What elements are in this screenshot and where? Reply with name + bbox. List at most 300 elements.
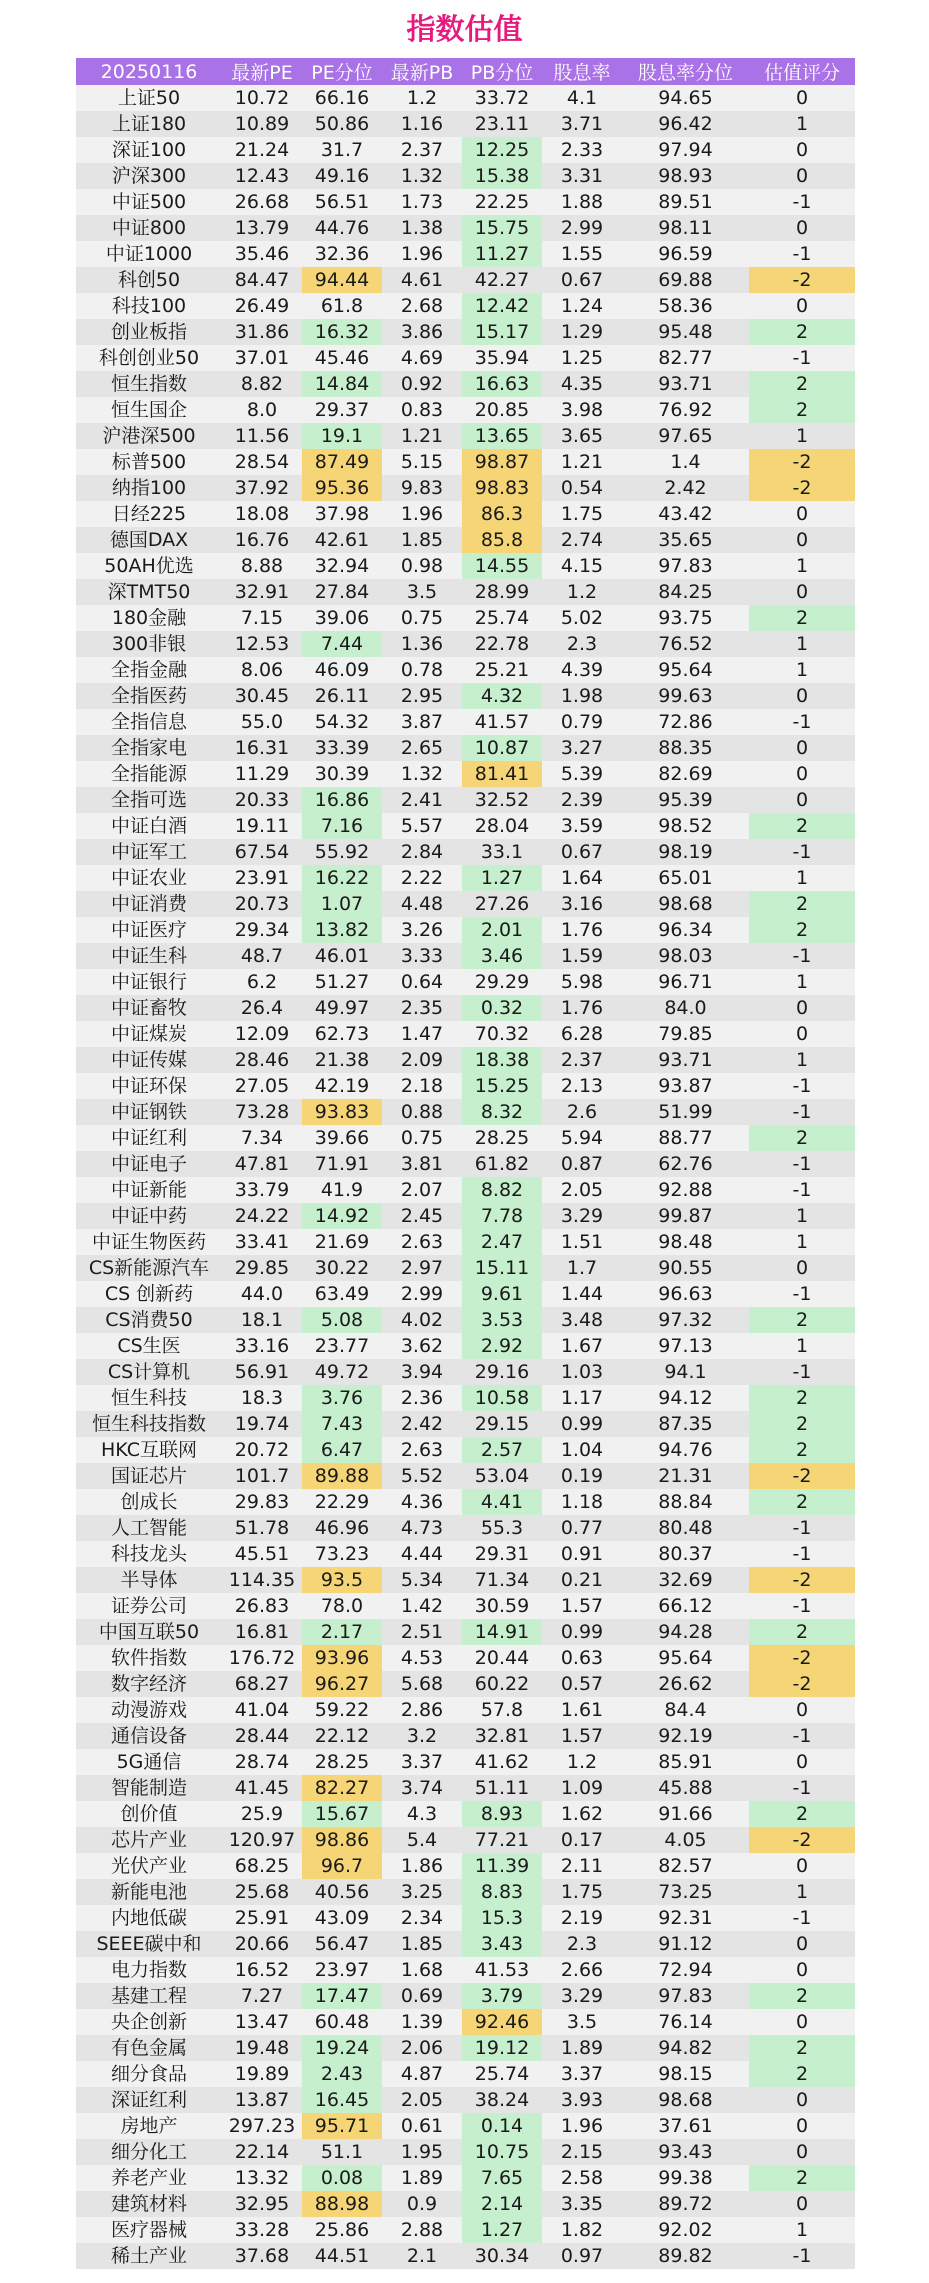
- cell-latest-pb: 2.42: [382, 1411, 462, 1437]
- cell-dividend-percentile: 93.71: [622, 371, 749, 397]
- cell-latest-pb: 1.32: [382, 761, 462, 787]
- cell-latest-pe: 21.24: [222, 137, 302, 163]
- cell-pb-percentile: 30.34: [462, 2243, 542, 2269]
- cell-dividend-percentile: 72.94: [622, 1957, 749, 1983]
- cell-dividend-yield: 1.25: [542, 345, 622, 371]
- table-row: [76, 1333, 855, 1359]
- cell-pb-percentile: 8.83: [462, 1879, 542, 1905]
- table-row: [76, 137, 855, 163]
- cell-valuation-score: -2: [749, 475, 855, 501]
- cell-dividend-yield: 3.93: [542, 2087, 622, 2113]
- cell-dividend-yield: 2.39: [542, 787, 622, 813]
- cell-pb-percentile: 16.63: [462, 371, 542, 397]
- cell-latest-pe: 16.76: [222, 527, 302, 553]
- cell-latest-pb: 1.42: [382, 1593, 462, 1619]
- cell-valuation-score: 2: [749, 891, 855, 917]
- cell-pe-percentile: 14.92: [302, 1203, 382, 1229]
- cell-index-name: 中证生科: [76, 943, 222, 969]
- table-row: [76, 449, 855, 475]
- header-dividend-yield: 股息率: [542, 58, 622, 85]
- table-row: [76, 85, 855, 111]
- cell-dividend-percentile: 76.14: [622, 2009, 749, 2035]
- cell-latest-pb: 1.21: [382, 423, 462, 449]
- cell-latest-pb: 2.06: [382, 2035, 462, 2061]
- cell-latest-pb: 2.35: [382, 995, 462, 1021]
- cell-latest-pb: 2.09: [382, 1047, 462, 1073]
- cell-dividend-percentile: 94.65: [622, 85, 749, 111]
- cell-pe-percentile: 73.23: [302, 1541, 382, 1567]
- cell-pe-percentile: 1.07: [302, 891, 382, 917]
- cell-dividend-percentile: 94.1: [622, 1359, 749, 1385]
- cell-valuation-score: 0: [749, 1749, 855, 1775]
- cell-latest-pb: 5.52: [382, 1463, 462, 1489]
- cell-latest-pb: 2.68: [382, 293, 462, 319]
- cell-latest-pe: 51.78: [222, 1515, 302, 1541]
- cell-latest-pe: 28.46: [222, 1047, 302, 1073]
- table-row: [76, 839, 855, 865]
- cell-pb-percentile: 32.52: [462, 787, 542, 813]
- cell-pe-percentile: 66.16: [302, 85, 382, 111]
- cell-valuation-score: -2: [749, 1827, 855, 1853]
- cell-valuation-score: -1: [749, 1541, 855, 1567]
- table-row: [76, 1905, 855, 1931]
- cell-pe-percentile: 7.44: [302, 631, 382, 657]
- cell-dividend-percentile: 45.88: [622, 1775, 749, 1801]
- cell-pe-percentile: 14.84: [302, 371, 382, 397]
- cell-dividend-yield: 1.03: [542, 1359, 622, 1385]
- header-pe-percentile: PE分位: [302, 58, 382, 85]
- cell-pb-percentile: 15.11: [462, 1255, 542, 1281]
- cell-valuation-score: 0: [749, 579, 855, 605]
- cell-dividend-yield: 1.98: [542, 683, 622, 709]
- cell-latest-pb: 3.87: [382, 709, 462, 735]
- table-row: [76, 1619, 855, 1645]
- cell-pe-percentile: 42.61: [302, 527, 382, 553]
- cell-latest-pb: 1.85: [382, 527, 462, 553]
- cell-dividend-percentile: 95.64: [622, 657, 749, 683]
- cell-dividend-percentile: 89.51: [622, 189, 749, 215]
- cell-valuation-score: -2: [749, 1567, 855, 1593]
- cell-dividend-yield: 3.98: [542, 397, 622, 423]
- cell-latest-pb: 3.37: [382, 1749, 462, 1775]
- cell-pb-percentile: 14.55: [462, 553, 542, 579]
- cell-latest-pe: 73.28: [222, 1099, 302, 1125]
- cell-pe-percentile: 41.9: [302, 1177, 382, 1203]
- cell-pe-percentile: 49.97: [302, 995, 382, 1021]
- cell-valuation-score: -1: [749, 709, 855, 735]
- cell-dividend-percentile: 91.12: [622, 1931, 749, 1957]
- cell-index-name: 中证红利: [76, 1125, 222, 1151]
- cell-pb-percentile: 86.3: [462, 501, 542, 527]
- cell-pb-percentile: 9.61: [462, 1281, 542, 1307]
- cell-dividend-yield: 2.11: [542, 1853, 622, 1879]
- cell-index-name: 中证500: [76, 189, 222, 215]
- cell-latest-pb: 2.88: [382, 2217, 462, 2243]
- cell-latest-pe: 12.09: [222, 1021, 302, 1047]
- table-row: [76, 1671, 855, 1697]
- cell-latest-pe: 20.72: [222, 1437, 302, 1463]
- cell-pe-percentile: 51.27: [302, 969, 382, 995]
- cell-dividend-percentile: 82.69: [622, 761, 749, 787]
- cell-latest-pb: 2.37: [382, 137, 462, 163]
- cell-latest-pe: 33.16: [222, 1333, 302, 1359]
- cell-index-name: 医疗器械: [76, 2217, 222, 2243]
- page-title: 指数估值: [406, 12, 523, 46]
- cell-index-name: 科技100: [76, 293, 222, 319]
- cell-latest-pe: 26.4: [222, 995, 302, 1021]
- cell-latest-pe: 35.46: [222, 241, 302, 267]
- cell-dividend-yield: 4.1: [542, 85, 622, 111]
- cell-index-name: 德国DAX: [76, 527, 222, 553]
- cell-valuation-score: 0: [749, 1931, 855, 1957]
- cell-dividend-percentile: 66.12: [622, 1593, 749, 1619]
- cell-latest-pe: 19.74: [222, 1411, 302, 1437]
- cell-latest-pb: 2.84: [382, 839, 462, 865]
- cell-index-name: 全指能源: [76, 761, 222, 787]
- cell-valuation-score: 2: [749, 1307, 855, 1333]
- cell-index-name: 养老产业: [76, 2165, 222, 2191]
- cell-pb-percentile: 28.04: [462, 813, 542, 839]
- cell-latest-pe: 41.45: [222, 1775, 302, 1801]
- cell-pe-percentile: 27.84: [302, 579, 382, 605]
- cell-pe-percentile: 94.44: [302, 267, 382, 293]
- cell-pe-percentile: 62.73: [302, 1021, 382, 1047]
- cell-latest-pb: 2.1: [382, 2243, 462, 2269]
- cell-pe-percentile: 21.38: [302, 1047, 382, 1073]
- cell-pe-percentile: 21.69: [302, 1229, 382, 1255]
- cell-valuation-score: 0: [749, 2087, 855, 2113]
- table-row: [76, 1359, 855, 1385]
- cell-latest-pb: 5.4: [382, 1827, 462, 1853]
- cell-latest-pb: 2.45: [382, 1203, 462, 1229]
- cell-dividend-yield: 2.05: [542, 1177, 622, 1203]
- cell-dividend-percentile: 97.32: [622, 1307, 749, 1333]
- cell-index-name: 全指可选: [76, 787, 222, 813]
- cell-valuation-score: 2: [749, 1411, 855, 1437]
- cell-latest-pb: 2.41: [382, 787, 462, 813]
- cell-pe-percentile: 23.77: [302, 1333, 382, 1359]
- table-row: [76, 1593, 855, 1619]
- cell-valuation-score: 1: [749, 657, 855, 683]
- cell-valuation-score: 1: [749, 553, 855, 579]
- cell-latest-pe: 18.08: [222, 501, 302, 527]
- cell-index-name: 半导体: [76, 1567, 222, 1593]
- cell-pb-percentile: 2.14: [462, 2191, 542, 2217]
- cell-pb-percentile: 8.32: [462, 1099, 542, 1125]
- cell-dividend-percentile: 98.68: [622, 891, 749, 917]
- cell-latest-pe: 44.0: [222, 1281, 302, 1307]
- cell-pe-percentile: 56.47: [302, 1931, 382, 1957]
- cell-valuation-score: 2: [749, 1983, 855, 2009]
- cell-pb-percentile: 10.58: [462, 1385, 542, 1411]
- cell-latest-pe: 7.34: [222, 1125, 302, 1151]
- cell-valuation-score: 0: [749, 85, 855, 111]
- cell-pb-percentile: 11.39: [462, 1853, 542, 1879]
- cell-dividend-percentile: 84.0: [622, 995, 749, 1021]
- cell-index-name: 上证180: [76, 111, 222, 137]
- cell-valuation-score: 0: [749, 1255, 855, 1281]
- cell-latest-pe: 19.11: [222, 813, 302, 839]
- cell-index-name: 180金融: [76, 605, 222, 631]
- cell-valuation-score: 0: [749, 1021, 855, 1047]
- cell-valuation-score: 2: [749, 2035, 855, 2061]
- cell-latest-pe: 47.81: [222, 1151, 302, 1177]
- table-row: [76, 267, 855, 293]
- cell-latest-pb: 2.07: [382, 1177, 462, 1203]
- cell-valuation-score: 2: [749, 605, 855, 631]
- cell-pb-percentile: 71.34: [462, 1567, 542, 1593]
- cell-latest-pb: 1.47: [382, 1021, 462, 1047]
- cell-pb-percentile: 2.57: [462, 1437, 542, 1463]
- cell-valuation-score: 0: [749, 1957, 855, 1983]
- cell-dividend-yield: 3.5: [542, 2009, 622, 2035]
- cell-valuation-score: 2: [749, 371, 855, 397]
- cell-dividend-percentile: 88.77: [622, 1125, 749, 1151]
- cell-dividend-percentile: 88.84: [622, 1489, 749, 1515]
- cell-latest-pb: 4.44: [382, 1541, 462, 1567]
- table-row: [76, 1775, 855, 1801]
- cell-valuation-score: 0: [749, 137, 855, 163]
- table-row: [76, 579, 855, 605]
- cell-valuation-score: 2: [749, 813, 855, 839]
- cell-latest-pe: 10.89: [222, 111, 302, 137]
- cell-valuation-score: 2: [749, 1489, 855, 1515]
- cell-latest-pb: 0.83: [382, 397, 462, 423]
- cell-pb-percentile: 23.11: [462, 111, 542, 137]
- cell-valuation-score: -1: [749, 1281, 855, 1307]
- cell-valuation-score: -2: [749, 267, 855, 293]
- cell-pb-percentile: 11.27: [462, 241, 542, 267]
- cell-index-name: 中证环保: [76, 1073, 222, 1099]
- cell-latest-pb: 2.97: [382, 1255, 462, 1281]
- cell-latest-pe: 16.81: [222, 1619, 302, 1645]
- cell-index-name: 中国互联50: [76, 1619, 222, 1645]
- cell-index-name: 沪港深500: [76, 423, 222, 449]
- cell-index-name: 中证消费: [76, 891, 222, 917]
- cell-valuation-score: 0: [749, 1853, 855, 1879]
- cell-pe-percentile: 2.43: [302, 2061, 382, 2087]
- cell-pe-percentile: 26.11: [302, 683, 382, 709]
- cell-latest-pe: 41.04: [222, 1697, 302, 1723]
- cell-latest-pe: 8.82: [222, 371, 302, 397]
- cell-index-name: HKC互联网: [76, 1437, 222, 1463]
- cell-dividend-yield: 1.04: [542, 1437, 622, 1463]
- cell-index-name: 恒生国企: [76, 397, 222, 423]
- cell-dividend-percentile: 96.63: [622, 1281, 749, 1307]
- table-row: [76, 631, 855, 657]
- cell-dividend-yield: 3.31: [542, 163, 622, 189]
- cell-pb-percentile: 2.01: [462, 917, 542, 943]
- cell-valuation-score: 0: [749, 2191, 855, 2217]
- cell-dividend-percentile: 21.31: [622, 1463, 749, 1489]
- cell-dividend-percentile: 65.01: [622, 865, 749, 891]
- cell-latest-pb: 2.18: [382, 1073, 462, 1099]
- cell-dividend-percentile: 32.69: [622, 1567, 749, 1593]
- cell-pe-percentile: 28.25: [302, 1749, 382, 1775]
- cell-pb-percentile: 28.25: [462, 1125, 542, 1151]
- cell-valuation-score: 0: [749, 2113, 855, 2139]
- table-row: [76, 1021, 855, 1047]
- cell-dividend-percentile: 73.25: [622, 1879, 749, 1905]
- cell-dividend-percentile: 92.02: [622, 2217, 749, 2243]
- cell-index-name: 基建工程: [76, 1983, 222, 2009]
- table-row: [76, 709, 855, 735]
- cell-pe-percentile: 7.43: [302, 1411, 382, 1437]
- table-row: [76, 1749, 855, 1775]
- cell-latest-pb: 1.85: [382, 1931, 462, 1957]
- table-row: [76, 1203, 855, 1229]
- cell-index-name: 深证红利: [76, 2087, 222, 2113]
- cell-pb-percentile: 18.38: [462, 1047, 542, 1073]
- cell-dividend-percentile: 99.38: [622, 2165, 749, 2191]
- cell-pb-percentile: 98.87: [462, 449, 542, 475]
- cell-latest-pe: 12.53: [222, 631, 302, 657]
- cell-valuation-score: 1: [749, 1047, 855, 1073]
- cell-latest-pe: 10.72: [222, 85, 302, 111]
- cell-latest-pb: 3.86: [382, 319, 462, 345]
- cell-latest-pe: 27.05: [222, 1073, 302, 1099]
- table-row: [76, 1697, 855, 1723]
- cell-pb-percentile: 8.93: [462, 1801, 542, 1827]
- cell-latest-pb: 3.74: [382, 1775, 462, 1801]
- cell-dividend-percentile: 37.61: [622, 2113, 749, 2139]
- cell-dividend-percentile: 88.35: [622, 735, 749, 761]
- cell-pe-percentile: 46.96: [302, 1515, 382, 1541]
- cell-dividend-percentile: 94.76: [622, 1437, 749, 1463]
- cell-dividend-yield: 1.17: [542, 1385, 622, 1411]
- table-row: [76, 1489, 855, 1515]
- cell-pe-percentile: 32.36: [302, 241, 382, 267]
- table-row: [76, 1125, 855, 1151]
- cell-latest-pe: 8.88: [222, 553, 302, 579]
- cell-dividend-percentile: 98.03: [622, 943, 749, 969]
- cell-pb-percentile: 41.53: [462, 1957, 542, 1983]
- cell-pe-percentile: 39.06: [302, 605, 382, 631]
- cell-latest-pb: 0.78: [382, 657, 462, 683]
- cell-latest-pe: 33.79: [222, 1177, 302, 1203]
- cell-dividend-percentile: 95.64: [622, 1645, 749, 1671]
- cell-valuation-score: 1: [749, 1879, 855, 1905]
- cell-index-name: 央企创新: [76, 2009, 222, 2035]
- table-row: [76, 371, 855, 397]
- cell-latest-pb: 3.25: [382, 1879, 462, 1905]
- cell-latest-pe: 20.66: [222, 1931, 302, 1957]
- cell-pb-percentile: 15.75: [462, 215, 542, 241]
- cell-valuation-score: -1: [749, 1151, 855, 1177]
- cell-index-name: 数字经济: [76, 1671, 222, 1697]
- cell-pe-percentile: 51.1: [302, 2139, 382, 2165]
- cell-dividend-yield: 0.99: [542, 1619, 622, 1645]
- cell-latest-pe: 297.23: [222, 2113, 302, 2139]
- cell-valuation-score: 2: [749, 1801, 855, 1827]
- cell-pb-percentile: 2.47: [462, 1229, 542, 1255]
- cell-pe-percentile: 44.51: [302, 2243, 382, 2269]
- cell-dividend-yield: 3.35: [542, 2191, 622, 2217]
- cell-pe-percentile: 30.39: [302, 761, 382, 787]
- cell-dividend-percentile: 82.77: [622, 345, 749, 371]
- cell-dividend-percentile: 96.42: [622, 111, 749, 137]
- cell-latest-pb: 0.75: [382, 605, 462, 631]
- cell-latest-pe: 32.95: [222, 2191, 302, 2217]
- cell-index-name: 全指医药: [76, 683, 222, 709]
- cell-valuation-score: -1: [749, 1593, 855, 1619]
- cell-latest-pe: 48.7: [222, 943, 302, 969]
- cell-latest-pb: 0.64: [382, 969, 462, 995]
- cell-dividend-yield: 0.21: [542, 1567, 622, 1593]
- cell-index-name: SEEE碳中和: [76, 1931, 222, 1957]
- cell-valuation-score: -2: [749, 1463, 855, 1489]
- table-row: [76, 1567, 855, 1593]
- table-row: [76, 111, 855, 137]
- cell-pb-percentile: 12.42: [462, 293, 542, 319]
- cell-latest-pe: 13.87: [222, 2087, 302, 2113]
- table-row: [76, 319, 855, 345]
- cell-pb-percentile: 85.8: [462, 527, 542, 553]
- cell-dividend-yield: 2.66: [542, 1957, 622, 1983]
- cell-dividend-percentile: 96.59: [622, 241, 749, 267]
- cell-latest-pb: 0.88: [382, 1099, 462, 1125]
- cell-valuation-score: 0: [749, 527, 855, 553]
- cell-pe-percentile: 0.08: [302, 2165, 382, 2191]
- table-row: [76, 787, 855, 813]
- cell-pe-percentile: 6.47: [302, 1437, 382, 1463]
- cell-pe-percentile: 45.46: [302, 345, 382, 371]
- cell-latest-pe: 8.0: [222, 397, 302, 423]
- cell-latest-pe: 23.91: [222, 865, 302, 891]
- cell-latest-pb: 5.34: [382, 1567, 462, 1593]
- cell-pb-percentile: 28.99: [462, 579, 542, 605]
- cell-pb-percentile: 27.26: [462, 891, 542, 917]
- cell-dividend-yield: 2.99: [542, 215, 622, 241]
- cell-latest-pe: 22.14: [222, 2139, 302, 2165]
- cell-latest-pe: 29.34: [222, 917, 302, 943]
- cell-valuation-score: 1: [749, 111, 855, 137]
- cell-dividend-yield: 1.61: [542, 1697, 622, 1723]
- cell-pb-percentile: 20.44: [462, 1645, 542, 1671]
- cell-pe-percentile: 31.7: [302, 137, 382, 163]
- cell-latest-pb: 2.95: [382, 683, 462, 709]
- cell-dividend-yield: 1.75: [542, 501, 622, 527]
- cell-valuation-score: -1: [749, 1099, 855, 1125]
- cell-index-name: 动漫游戏: [76, 1697, 222, 1723]
- cell-dividend-yield: 1.76: [542, 917, 622, 943]
- cell-pe-percentile: 54.32: [302, 709, 382, 735]
- cell-index-name: 恒生科技: [76, 1385, 222, 1411]
- cell-dividend-percentile: 35.65: [622, 527, 749, 553]
- cell-dividend-percentile: 95.48: [622, 319, 749, 345]
- cell-pb-percentile: 15.38: [462, 163, 542, 189]
- cell-latest-pb: 2.05: [382, 2087, 462, 2113]
- table-row: [76, 475, 855, 501]
- table-row: [76, 1853, 855, 1879]
- cell-index-name: 中证白酒: [76, 813, 222, 839]
- cell-latest-pe: 31.86: [222, 319, 302, 345]
- cell-valuation-score: -1: [749, 943, 855, 969]
- cell-dividend-percentile: 93.43: [622, 2139, 749, 2165]
- cell-latest-pe: 25.68: [222, 1879, 302, 1905]
- cell-pe-percentile: 3.76: [302, 1385, 382, 1411]
- cell-latest-pb: 2.65: [382, 735, 462, 761]
- cell-latest-pb: 1.86: [382, 1853, 462, 1879]
- cell-index-name: 中证农业: [76, 865, 222, 891]
- cell-index-name: 中证煤炭: [76, 1021, 222, 1047]
- cell-valuation-score: 2: [749, 2061, 855, 2087]
- cell-dividend-yield: 2.33: [542, 137, 622, 163]
- cell-pe-percentile: 59.22: [302, 1697, 382, 1723]
- cell-index-name: 中证传媒: [76, 1047, 222, 1073]
- cell-index-name: 科技龙头: [76, 1541, 222, 1567]
- table-row: [76, 1463, 855, 1489]
